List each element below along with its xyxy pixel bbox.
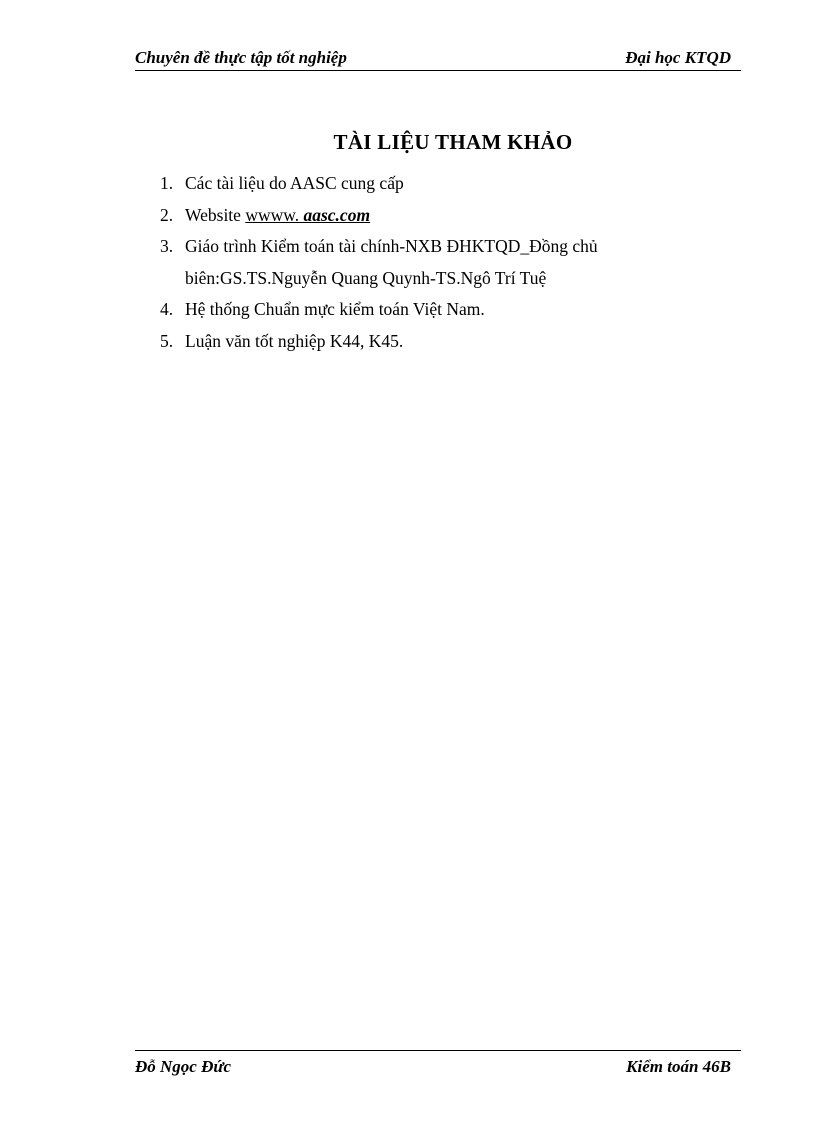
reference-number: 4. — [160, 299, 174, 319]
page-footer — [135, 1050, 741, 1079]
reference-text: Hệ thống Chuẩn mực kiểm toán Việt Nam. — [185, 299, 485, 319]
reference-item — [160, 231, 720, 294]
page-header — [135, 46, 741, 71]
website-link-prefix: wwww. — [245, 204, 304, 225]
reference-list — [160, 168, 720, 357]
reference-number: 5. — [160, 330, 174, 351]
reference-number: 2. — [160, 204, 174, 225]
reference-item — [160, 168, 720, 200]
header-document-type: Chuyên đề thực tập tốt nghiệp — [135, 48, 347, 67]
reference-item — [160, 326, 720, 358]
reference-text: Luận văn tốt nghiệp K44, K45. — [185, 330, 404, 351]
header-university: Đại học KTQD — [625, 48, 731, 67]
page-title: TÀI LIỆU THAM KHẢO — [333, 130, 573, 154]
reference-number: 3. — [160, 236, 174, 256]
reference-number: 1. — [160, 173, 174, 193]
reference-text: Website — [185, 204, 246, 225]
reference-item — [160, 200, 720, 232]
reference-text: Các tài liệu do AASC cung cấp — [185, 173, 404, 193]
reference-text: Giáo trình Kiểm toán tài chính-NXB ĐHKTQD_Đồng chủ biên:GS.TS.Nguyễn Quang Quynh-TS.Ngô Trí Tuệ — [185, 236, 598, 288]
website-link[interactable] — [245, 205, 370, 225]
website-link-domain: aasc.com — [303, 204, 371, 225]
reference-item — [160, 294, 720, 326]
footer-class: Kiểm toán 46B — [626, 1057, 731, 1076]
footer-author: Đỗ Ngọc Đức — [135, 1057, 232, 1076]
